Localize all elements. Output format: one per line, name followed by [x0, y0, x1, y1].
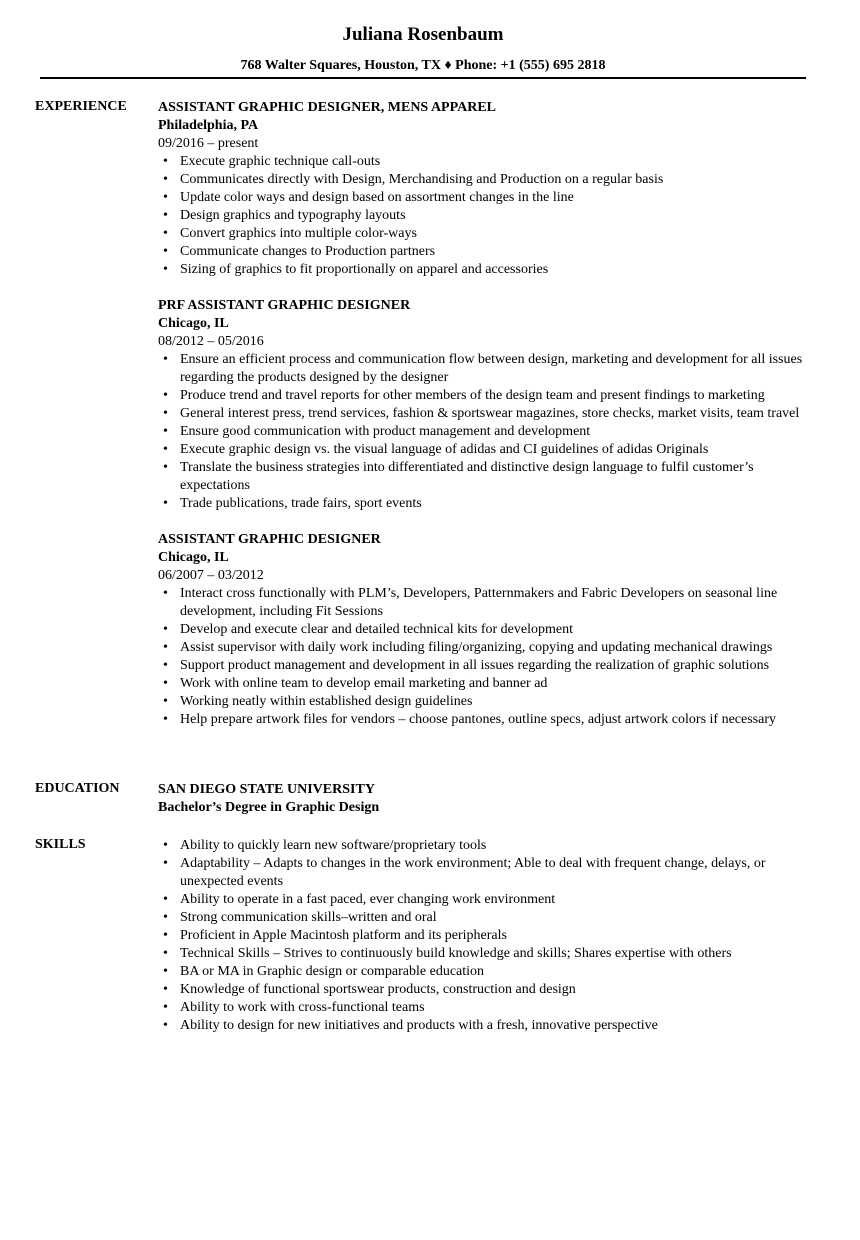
job-title: ASSISTANT GRAPHIC DESIGNER [158, 532, 381, 547]
skills-list-container [158, 837, 818, 1035]
education-section-label: EDUCATION [35, 781, 120, 796]
bullet-item: • Sizing of graphics to fit proportionally on apparel and accessories [180, 261, 818, 279]
degree: Bachelor’s Degree in Graphic Design [158, 800, 380, 815]
bullet-item: • Ensure good communication with product management and development [180, 423, 818, 441]
experience-section-label: EXPERIENCE [35, 99, 127, 114]
skills-list [158, 837, 818, 1035]
job-bullets [158, 585, 818, 729]
bullet-item: • Assist supervisor with daily work including filing/organizing, copying and updating mechanical drawings [180, 639, 818, 657]
skill-item: • Strong communication skills–written and oral [180, 909, 818, 927]
job-dates: 06/2007 – 03/2012 [158, 568, 264, 583]
job-title: PRF ASSISTANT GRAPHIC DESIGNER [158, 298, 411, 313]
bullet-item: • Convert graphics into multiple color-ways [180, 225, 818, 243]
bullet-item: • Support product management and development in all issues regarding the realization of graphic solutions [180, 657, 818, 675]
bullet-item: • Trade publications, trade fairs, sport events [180, 495, 818, 513]
education-entry [158, 781, 818, 817]
job-entry [158, 99, 818, 279]
skill-item: • BA or MA in Graphic design or comparable education [180, 963, 818, 981]
bullet-item: • Communicates directly with Design, Merchandising and Production on a regular basis [180, 171, 818, 189]
skill-item: • Knowledge of functional sportswear products, construction and design [180, 981, 818, 999]
job-dates: 09/2016 – present [158, 136, 259, 151]
school-name: SAN DIEGO STATE UNIVERSITY [158, 782, 375, 797]
bullet-item: • General interest press, trend services, fashion & sportswear magazines, store checks, market visits, team travel [180, 405, 818, 423]
bullet-item: • Translate the business strategies into differentiated and distinctive design language to fulfil customer’s expectations [180, 459, 818, 495]
contact-line: 768 Walter Squares, Houston, TX ♦ Phone: +1 (555) 695 2818 [240, 58, 606, 73]
skill-item: • Ability to quickly learn new software/proprietary tools [180, 837, 818, 855]
candidate-name: Juliana Rosenbaum [342, 24, 504, 45]
bullet-item: • Communicate changes to Production partners [180, 243, 818, 261]
job-bullets [158, 153, 818, 279]
bullet-item: • Develop and execute clear and detailed technical kits for development [180, 621, 818, 639]
bullet-item: • Work with online team to develop email marketing and banner ad [180, 675, 818, 693]
bullet-item: • Design graphics and typography layouts [180, 207, 818, 225]
job-bullets [158, 351, 818, 513]
skill-item: • Adaptability – Adapts to changes in the work environment; Able to deal with frequent change, delays, or unexpected events [180, 855, 818, 891]
job-location: Chicago, IL [158, 316, 229, 331]
skill-item: • Proficient in Apple Macintosh platform and its peripherals [180, 927, 818, 945]
job-dates: 08/2012 – 05/2016 [158, 334, 264, 349]
bullet-item: • Help prepare artwork files for vendors – choose pantones, outline specs, adjust artwork colors if necessary [180, 711, 818, 729]
job-title: ASSISTANT GRAPHIC DESIGNER, MENS APPAREL [158, 100, 497, 115]
skills-section-label: SKILLS [35, 837, 86, 852]
skill-item: • Ability to work with cross-functional teams [180, 999, 818, 1017]
job-entry [158, 531, 818, 729]
job-location: Chicago, IL [158, 550, 229, 565]
header-divider [40, 77, 806, 79]
skill-item: • Ability to operate in a fast paced, ever changing work environment [180, 891, 818, 909]
job-entry [158, 297, 818, 513]
bullet-item: • Interact cross functionally with PLM’s, Developers, Patternmakers and Fabric Developers on seasonal line development, including Fit Sessions [180, 585, 818, 621]
bullet-item: • Working neatly within established design guidelines [180, 693, 818, 711]
skill-item: • Technical Skills – Strives to continuously build knowledge and skills; Shares expertise with others [180, 945, 818, 963]
bullet-item: • Execute graphic design vs. the visual language of adidas and CI guidelines of adidas Originals [180, 441, 818, 459]
bullet-item: • Update color ways and design based on assortment changes in the line [180, 189, 818, 207]
skill-item: • Ability to design for new initiatives and products with a fresh, innovative perspective [180, 1017, 818, 1035]
bullet-item: • Execute graphic technique call-outs [180, 153, 818, 171]
job-location: Philadelphia, PA [158, 118, 259, 133]
bullet-item: • Produce trend and travel reports for other members of the design team and present findings to marketing [180, 387, 818, 405]
bullet-item: • Ensure an efficient process and communication flow between design, marketing and development for all issues regarding the products designed by the designer [180, 351, 818, 387]
experience-list [158, 99, 818, 747]
